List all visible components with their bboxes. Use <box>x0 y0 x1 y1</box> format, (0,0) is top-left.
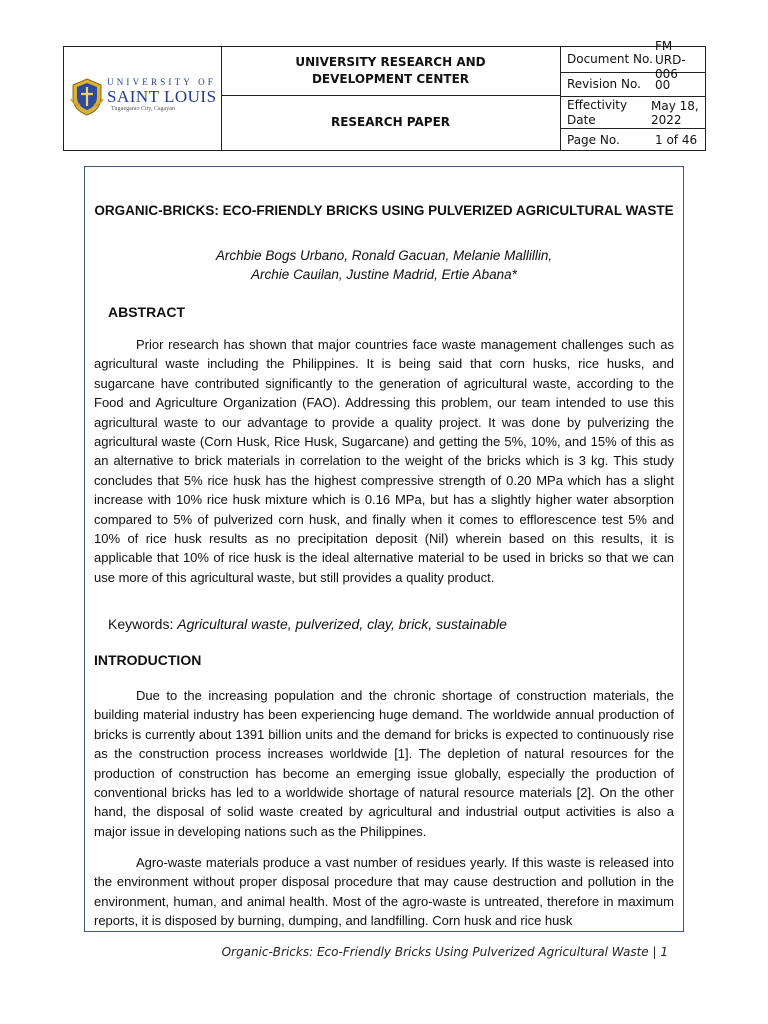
field-effectivity-date <box>561 97 706 129</box>
header-center-top <box>221 47 561 96</box>
field-value: 1 of 46 <box>655 133 698 147</box>
logo-location: Tuguegarao City, Cagayan <box>111 106 175 112</box>
field-label: Document No. <box>567 52 653 66</box>
running-footer: Organic-Bricks: Eco-Friendly Bricks Using Pulverized Agricultural Waste | 1 <box>221 945 668 959</box>
logo-line1: UNIVERSITY OF <box>107 77 217 87</box>
field-page-no <box>561 129 706 151</box>
logo-cell <box>64 47 222 150</box>
field-label: Effectivity Date <box>567 97 628 127</box>
paper-title: ORGANIC-BRICKS: ECO-FRIENDLY BRICKS USING PULVERIZED AGRICULTURAL WASTE <box>94 203 674 218</box>
authors-line1: Archbie Bogs Urbano, Ronald Gacuan, Melanie Mallillin, <box>215 248 553 263</box>
field-value: May 18, 2022 <box>651 98 699 127</box>
university-logo <box>70 77 215 121</box>
keywords-value: Agricultural waste, pulverized, clay, brick, sustainable <box>177 616 507 632</box>
logo-line2: SAINT LOUIS <box>107 87 217 106</box>
keywords-label: Keywords: <box>108 616 174 632</box>
introduction-paragraph-2: Agro-waste materials produce a vast number of residues yearly. If this waste is released into the environment without proper disposal procedure that may cause destruction and pollution in the environment, human, and animal health. Most of the agro-waste is untreated, therefore in maximum reports, it is disposed by burning, dumping, and landfilling. Corn husk and rice husk <box>94 855 674 929</box>
header-center-bottom <box>221 95 561 150</box>
introduction-paragraph-1: Due to the increasing population and the chronic shortage of construction materials, the building material industry has been experiencing huge demand. The worldwide annual production of bricks is currently about 1391 billion units and the demand for bricks is expected to continuously rise as the construction process increases worldwide [1]. The depletion of natural resources for the production of construction has become an emerging issue globally, especially the production of conventional bricks has led to a worldwide shortage of natural resource materials [2]. On the other hand, the disposal of solid waste created by agricultural and industrial output activities is also a major issue in developing nations such as the Philippines. <box>94 688 674 839</box>
document-fields <box>561 38 706 150</box>
document-header <box>63 38 706 151</box>
field-label: Revision No. <box>567 77 641 91</box>
keywords-line <box>108 615 507 634</box>
paper-authors <box>94 246 674 284</box>
authors-line2: Archie Cauilan, Justine Madrid, Ertie Abana* <box>251 267 517 282</box>
university-seal-icon <box>70 77 104 117</box>
field-revision-no <box>561 73 706 97</box>
field-value: FM-URD-006 <box>655 38 686 81</box>
logo-wordmark <box>107 77 217 113</box>
abstract-heading: ABSTRACT <box>108 304 185 320</box>
abstract-paragraph: Prior research has shown that major countries face waste management challenges such as agricultural waste including the Philippines. It is being said that corn husks, rice husks, and sugarcane have contributed significantly to the generation of agricultural waste, according to the Food and Agriculture Organization (FAO). Addressing this problem, our team intended to use this agricultural waste to our advantage to provide a quality project. It was done by pulverizing the agricultural waste (Corn Husk, Rice Husk, Sugarcane) and getting the 5%, 10%, and 15% of this as an alternative to brick materials in correlation to the weight of the bricks which is 3 kg. This study concludes that 5% rice husk has the highest compressive strength of 0.20 MPa which has a slight increase with 10% rice husk mixture which is 0.16 MPa, but has a slightly higher water absorption compared to 5% of pulverized corn husk, and finally when it comes to efflorescence test 5% and 10% of rice husk results as no precipitation deposit (Nil) wherein based on this results, it is applicable that 10% of rice husk is the ideal alternative material to be used in bricks so that we can use more of this agricultural waste, but still provides a quality product. <box>94 337 674 585</box>
field-document-no <box>561 38 706 81</box>
introduction-heading: INTRODUCTION <box>94 652 202 668</box>
center-name: UNIVERSITY RESEARCH AND DEVELOPMENT CENTER <box>295 55 486 86</box>
document-type: RESEARCH PAPER <box>330 115 451 129</box>
field-value: 00 <box>655 77 671 92</box>
field-label: Page No. <box>567 132 620 147</box>
